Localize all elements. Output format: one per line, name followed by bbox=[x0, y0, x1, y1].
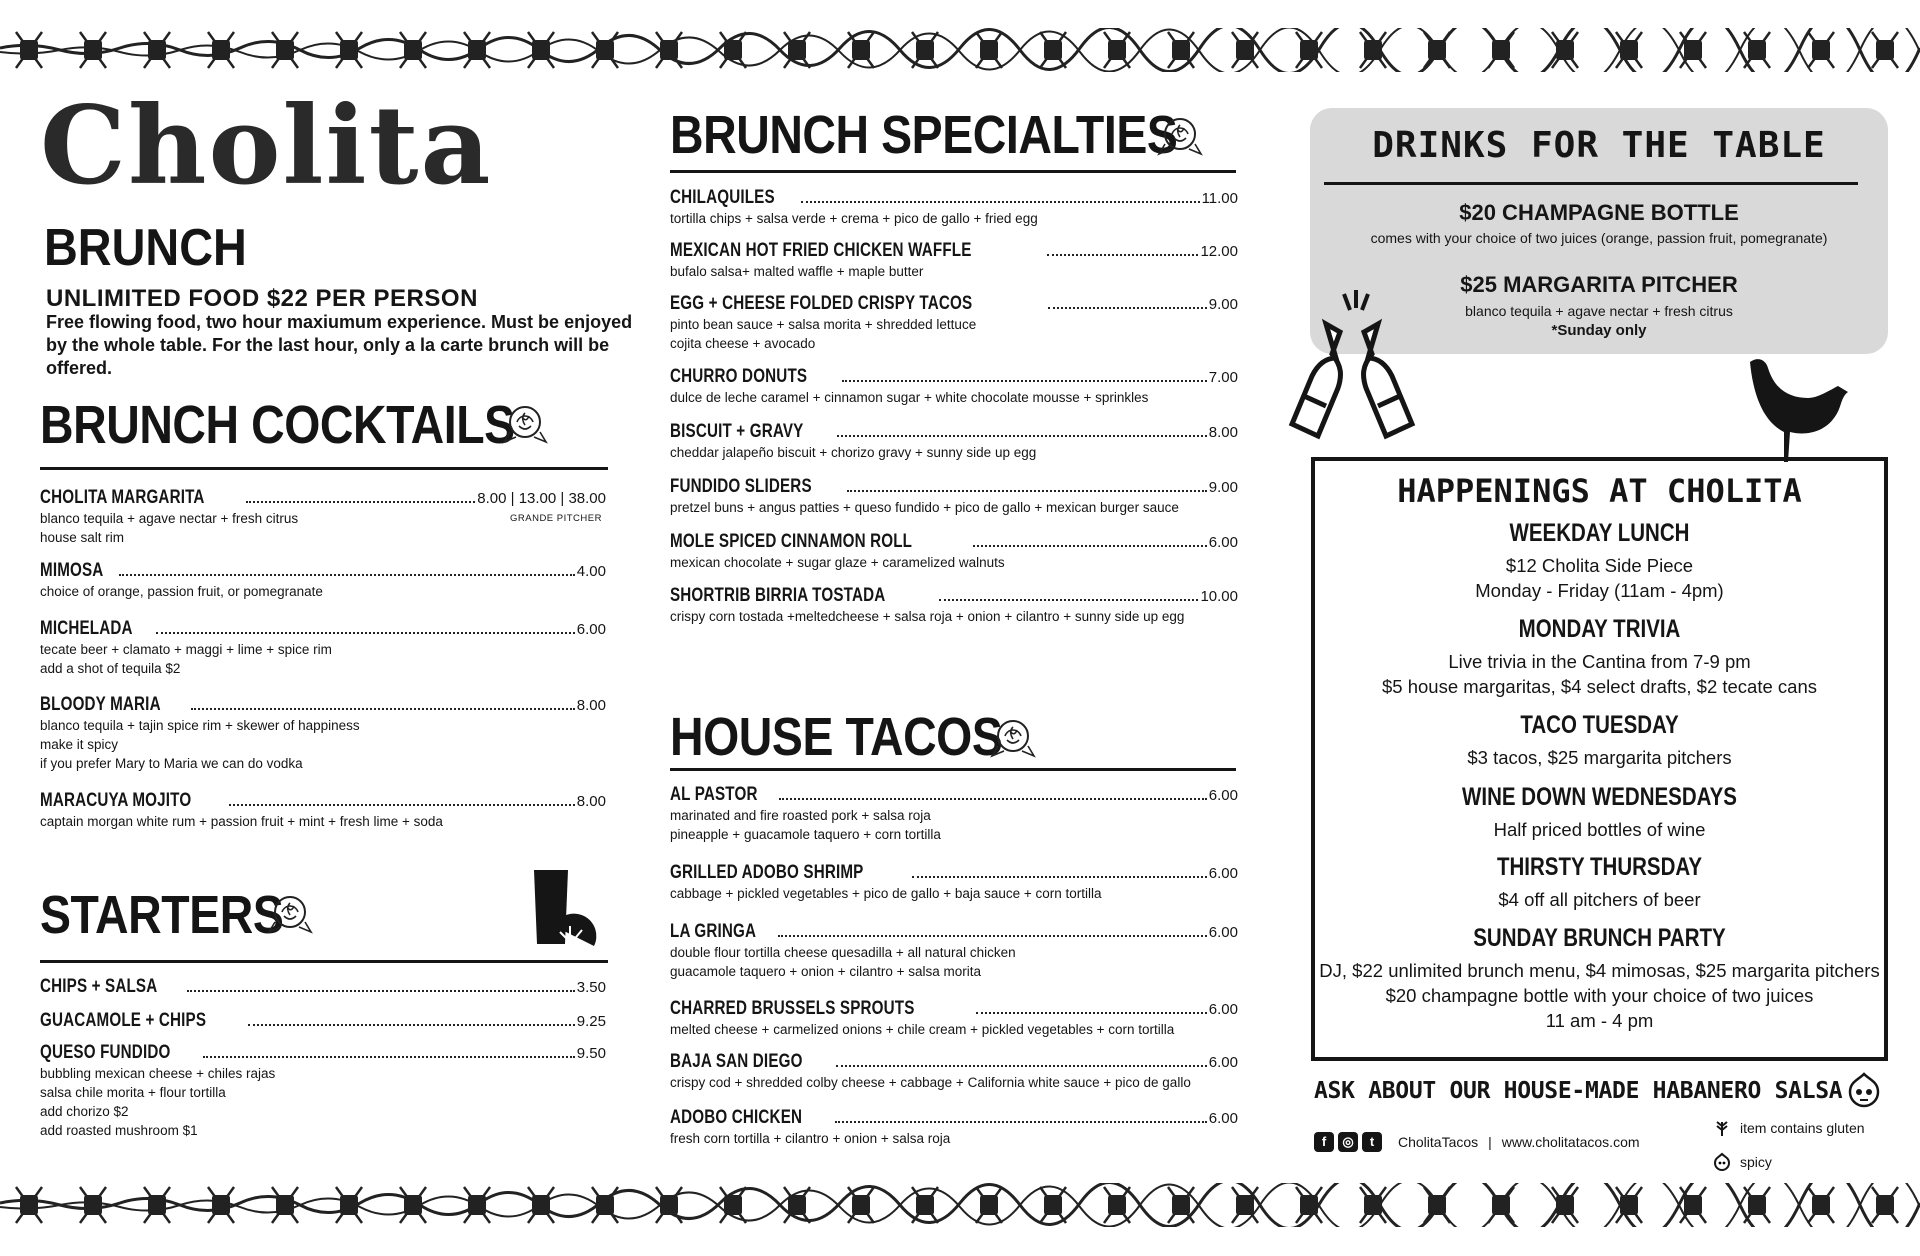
gluten-icon bbox=[1712, 1118, 1732, 1138]
menu-item-price: 11.00 bbox=[1201, 190, 1238, 207]
menu-item-description: fresh corn tortilla + cilantro + onion + salsa roja bbox=[670, 1131, 951, 1146]
happening-name: TACO TUESDAY bbox=[1520, 711, 1679, 739]
menu-item-description: cheddar jalapeño biscuit + chorizo gravy + sunny side up egg bbox=[670, 445, 1037, 460]
menu-item-description: blanco tequila + tajin spice rim + skewer of happiness bbox=[40, 718, 360, 733]
dot-leader bbox=[842, 380, 1207, 382]
margarita-pitcher-desc: blanco tequila + agave nectar + fresh citrus bbox=[1465, 303, 1733, 319]
drinks-title: DRINKS FOR THE TABLE bbox=[1372, 125, 1826, 166]
happening-detail: DJ, $22 unlimited brunch menu, $4 mimosas, $25 margarita pitchers bbox=[1319, 960, 1880, 981]
menu-item-price: 6.00 bbox=[1208, 534, 1238, 551]
menu-item-description: add roasted mushroom $1 bbox=[40, 1123, 198, 1138]
menu-item-price: 8.00 | 13.00 | 38.00 bbox=[477, 490, 606, 507]
menu-item-description: choice of orange, passion fruit, or pomegranate bbox=[40, 584, 323, 599]
menu-item-name: MIMOSA bbox=[40, 560, 104, 581]
happening-detail: 11 am - 4 pm bbox=[1545, 1010, 1654, 1031]
menu-item-description: melted cheese + carmelized onions + chile cream + pickled vegetables + corn tortilla bbox=[670, 1022, 1175, 1037]
dot-leader bbox=[973, 545, 1207, 547]
happening-detail: $4 off all pitchers of beer bbox=[1498, 889, 1701, 910]
menu-item-name: CHIPS + SALSA bbox=[40, 976, 158, 997]
menu-item-name: BAJA SAN DIEGO bbox=[670, 1051, 803, 1072]
menu-item-price: 8.00 bbox=[576, 793, 606, 810]
menu-item-description: bufalo salsa+ malted waffle + maple butter bbox=[670, 264, 924, 279]
size-labels: GRANDE PITCHER bbox=[510, 513, 602, 524]
menu-item-name: BISCUIT + GRAVY bbox=[670, 421, 804, 442]
menu-item-name: AL PASTOR bbox=[670, 784, 758, 805]
cocktails-title: BRUNCH COCKTAILS bbox=[40, 395, 515, 455]
instagram-icon[interactable]: ◎ bbox=[1338, 1132, 1358, 1152]
chicken-icon bbox=[1740, 352, 1852, 464]
happening-name: SUNDAY BRUNCH PARTY bbox=[1473, 924, 1726, 952]
menu-item-name: CHILAQUILES bbox=[670, 187, 775, 208]
menu-item-description: guacamole taquero + onion + cilantro + salsa morita bbox=[670, 964, 982, 979]
brunch-description: Free flowing food, two hour maxiumum experience. Must be enjoyed by the whole table. For the last hour, only a la carte brunch will be offered. bbox=[46, 312, 633, 378]
menu-item-description: if you prefer Mary to Maria we can do vodka bbox=[40, 756, 303, 771]
specialties-title: BRUNCH SPECIALTIES bbox=[670, 105, 1178, 165]
dot-leader bbox=[156, 632, 575, 634]
menu-item-price: 6.00 bbox=[1208, 924, 1238, 941]
menu-item-line bbox=[40, 1042, 606, 1064]
menu-item-price: 12.00 bbox=[1200, 243, 1238, 260]
menu-item-name: CHURRO DONUTS bbox=[670, 366, 808, 387]
legend-gluten-label: item contains gluten bbox=[1740, 1120, 1865, 1136]
menu-item-line bbox=[670, 1051, 1238, 1073]
rose-icon bbox=[500, 398, 550, 450]
legend-gluten bbox=[1712, 1118, 1865, 1138]
clinking-bottles-icon bbox=[1278, 284, 1428, 444]
menu-item bbox=[670, 585, 1238, 626]
happening-name: THIRSTY THURSDAY bbox=[1496, 853, 1703, 881]
menu-item-price: 6.00 bbox=[576, 621, 606, 638]
champagne-bottle-desc: comes with your choice of two juices (orange, passion fruit, pomegranate) bbox=[1370, 230, 1828, 246]
menu-item-price: 9.25 bbox=[576, 1013, 606, 1030]
facebook-icon[interactable]: f bbox=[1314, 1132, 1334, 1152]
margarita-pitcher-name: $25 MARGARITA PITCHER bbox=[1460, 272, 1738, 297]
menu-item-description: salsa chile morita + flour tortilla bbox=[40, 1085, 226, 1100]
sunday-only-note: *Sunday only bbox=[1551, 322, 1647, 339]
dot-leader bbox=[778, 935, 1207, 937]
menu-item-name: FUNDIDO SLIDERS bbox=[670, 476, 812, 497]
menu-item-description: house salt rim bbox=[40, 530, 125, 545]
drinks-rule bbox=[1324, 182, 1858, 185]
menu-item bbox=[40, 560, 606, 601]
cholita-logo: Cholita bbox=[40, 83, 493, 209]
happening-name: WEEKDAY LUNCH bbox=[1509, 519, 1690, 547]
tacos-rule bbox=[670, 768, 1236, 771]
dot-leader bbox=[836, 1065, 1207, 1067]
menu-item-line bbox=[40, 560, 606, 582]
menu-item-description: tecate beer + clamato + maggi + lime + spice rim bbox=[40, 642, 332, 657]
dot-leader bbox=[246, 501, 476, 503]
legend-spicy-label: spicy bbox=[1740, 1154, 1772, 1170]
dot-leader bbox=[187, 990, 575, 992]
menu-item bbox=[670, 476, 1238, 517]
rose-icon bbox=[265, 888, 315, 940]
dot-leader bbox=[191, 708, 575, 710]
rose-icon bbox=[988, 712, 1038, 764]
dot-leader bbox=[119, 574, 574, 576]
dot-leader bbox=[1048, 307, 1207, 309]
menu-item bbox=[670, 921, 1238, 981]
menu-item-name: CHARRED BRUSSELS SPROUTS bbox=[670, 998, 915, 1019]
menu-item-description: dulce de leche caramel + cinnamon sugar + white chocolate mousse + sprinkles bbox=[670, 390, 1149, 405]
menu-item-description: bubbling mexican cheese + chiles rajas bbox=[40, 1066, 276, 1081]
menu-item-price: 6.00 bbox=[1208, 787, 1238, 804]
starters-rule bbox=[40, 960, 608, 963]
menu-item bbox=[670, 531, 1238, 572]
menu-item-line bbox=[670, 366, 1238, 388]
menu-item-description: double flour tortilla cheese quesadilla + all natural chicken bbox=[670, 945, 1016, 960]
dot-leader bbox=[1047, 254, 1199, 256]
happening-detail: Monday - Friday (11am - 4pm) bbox=[1475, 580, 1724, 601]
skull-flame-icon bbox=[1846, 1072, 1882, 1110]
menu-item-description: pretzel buns + angus patties + queso fundido + pico de gallo + mexican burger sauce bbox=[670, 500, 1179, 515]
dot-leader bbox=[837, 435, 1207, 437]
legend-spicy bbox=[1712, 1152, 1772, 1172]
menu-item-line bbox=[670, 998, 1238, 1020]
dot-leader bbox=[835, 1121, 1207, 1123]
menu-item bbox=[670, 1051, 1238, 1092]
menu-item bbox=[670, 1107, 1238, 1148]
menu-item bbox=[670, 784, 1238, 844]
menu-item-description: add a shot of tequila $2 bbox=[40, 661, 181, 676]
menu-item bbox=[670, 421, 1238, 462]
website-link[interactable]: www.cholitatacos.com bbox=[1501, 1134, 1640, 1150]
unlimited-food-price: UNLIMITED FOOD $22 PER PERSON bbox=[46, 285, 478, 312]
menu-item-name: BLOODY MARIA bbox=[40, 694, 161, 715]
menu-item-description: cojita cheese + avocado bbox=[670, 336, 816, 351]
menu-item-description: mexican chocolate + sugar glaze + caramelized walnuts bbox=[670, 555, 1005, 570]
happening-name: WINE DOWN WEDNESDAYS bbox=[1462, 783, 1737, 811]
menu-item-name: CHOLITA MARGARITA bbox=[40, 487, 205, 508]
menu-item-description: tortilla chips + salsa verde + crema + pico de gallo + fried egg bbox=[670, 211, 1038, 226]
menu-item bbox=[40, 1042, 606, 1140]
menu-item bbox=[40, 1010, 606, 1032]
happening-detail: Live trivia in the Cantina from 7-9 pm bbox=[1448, 651, 1751, 672]
menu-item-price: 4.00 bbox=[576, 563, 606, 580]
menu-item-description: add chorizo $2 bbox=[40, 1104, 129, 1119]
dot-leader bbox=[847, 490, 1207, 492]
menu-item bbox=[40, 694, 606, 773]
menu-item-description: marinated and fire roasted pork + salsa roja bbox=[670, 808, 931, 823]
menu-item-line bbox=[670, 240, 1238, 262]
menu-item-price: 6.00 bbox=[1208, 1054, 1238, 1071]
spicy-icon bbox=[1712, 1152, 1732, 1172]
menu-item bbox=[670, 998, 1238, 1039]
tacos-title: HOUSE TACOS bbox=[670, 707, 1003, 767]
social-links bbox=[1314, 1132, 1640, 1152]
cocktails-rule bbox=[40, 467, 608, 470]
menu-item-description: cabbage + pickled vegetables + pico de gallo + baja sauce + corn tortilla bbox=[670, 886, 1102, 901]
menu-item-price: 8.00 bbox=[1208, 424, 1238, 441]
menu-item-description: pinto bean sauce + salsa morita + shredded lettuce bbox=[670, 317, 977, 332]
happening-name: MONDAY TRIVIA bbox=[1518, 615, 1681, 643]
specialties-rule bbox=[670, 170, 1236, 173]
menu-item-line bbox=[40, 618, 606, 640]
menu-item-name: GUACAMOLE + CHIPS bbox=[40, 1010, 207, 1031]
menu-item-price: 8.00 bbox=[576, 697, 606, 714]
dot-leader bbox=[203, 1056, 575, 1058]
drink-glass-icon bbox=[530, 866, 606, 952]
menu-item-line bbox=[670, 187, 1238, 209]
menu-item-line bbox=[40, 1010, 606, 1032]
footer-separator: | bbox=[1488, 1134, 1492, 1150]
menu-item bbox=[670, 240, 1238, 281]
menu-item-line bbox=[670, 784, 1238, 806]
menu-item-price: 6.00 bbox=[1208, 1001, 1238, 1018]
menu-item-name: EGG + CHEESE FOLDED CRISPY TACOS bbox=[670, 293, 973, 314]
dot-leader bbox=[976, 1012, 1207, 1014]
menu-item-name: MOLE SPICED CINNAMON ROLL bbox=[670, 531, 913, 552]
dot-leader bbox=[229, 804, 575, 806]
menu-item-line bbox=[670, 862, 1238, 884]
dot-leader bbox=[779, 798, 1206, 800]
happenings-title: HAPPENINGS AT CHOLITA bbox=[1397, 472, 1802, 510]
menu-item-price: 10.00 bbox=[1200, 588, 1238, 605]
menu-item-line bbox=[670, 1107, 1238, 1129]
happening-detail: $5 house margaritas, $4 select drafts, $2 tecate cans bbox=[1382, 676, 1817, 697]
menu-item-line bbox=[40, 694, 606, 716]
menu-item-description: crispy cod + shredded colby cheese + cabbage + California white sauce + pico de gallo bbox=[670, 1075, 1191, 1090]
menu-item-description: blanco tequila + agave nectar + fresh citrus bbox=[40, 511, 299, 526]
starters-title: STARTERS bbox=[40, 885, 284, 945]
menu-item bbox=[40, 618, 606, 678]
happening-detail: Half priced bottles of wine bbox=[1493, 819, 1706, 840]
menu-item-line bbox=[670, 585, 1238, 607]
menu-item-description: captain morgan white rum + passion fruit + mint + fresh lime + soda bbox=[40, 814, 443, 829]
menu-item-price: 6.00 bbox=[1208, 865, 1238, 882]
menu-item-name: LA GRINGA bbox=[670, 921, 757, 942]
barbed-wire-bottom bbox=[0, 1183, 1920, 1227]
menu-item-price: 6.00 bbox=[1208, 1110, 1238, 1127]
menu-item bbox=[670, 366, 1238, 407]
dot-leader bbox=[801, 201, 1200, 203]
menu-item-line bbox=[40, 487, 606, 509]
menu-item-name: GRILLED ADOBO SHRIMP bbox=[670, 862, 864, 883]
champagne-bottle-name: $20 CHAMPAGNE BOTTLE bbox=[1459, 200, 1739, 225]
menu-item-line bbox=[670, 476, 1238, 498]
menu-item-name: MICHELADA bbox=[40, 618, 133, 639]
menu-item-name: MARACUYA MOJITO bbox=[40, 790, 192, 811]
menu-item-description: pineapple + guacamole taquero + corn tortilla bbox=[670, 827, 941, 842]
menu-item-price: 9.50 bbox=[576, 1045, 606, 1062]
menu-item bbox=[40, 790, 606, 831]
dot-leader bbox=[248, 1024, 575, 1026]
habanero-salsa-callout: ASK ABOUT OUR HOUSE-MADE HABANERO SALSA bbox=[1314, 1078, 1843, 1104]
happening-detail: $12 Cholita Side Piece bbox=[1505, 555, 1694, 576]
menu-item-line bbox=[40, 976, 606, 998]
menu-item-description: make it spicy bbox=[40, 737, 119, 752]
brunch-title: BRUNCH bbox=[44, 219, 247, 277]
dot-leader bbox=[912, 876, 1207, 878]
menu-item-price: 3.50 bbox=[576, 979, 606, 996]
menu-item-line bbox=[670, 921, 1238, 943]
menu-item-description: crispy corn tostada +meltedcheese + salsa roja + onion + cilantro + sunny side up egg bbox=[670, 609, 1185, 624]
menu-item-name: ADOBO CHICKEN bbox=[670, 1107, 803, 1128]
menu-item-name: MEXICAN HOT FRIED CHICKEN WAFFLE bbox=[670, 240, 972, 261]
rose-icon bbox=[1155, 110, 1205, 162]
barbed-wire-top bbox=[0, 28, 1920, 72]
menu-item-price: 9.00 bbox=[1208, 296, 1238, 313]
menu-item-line bbox=[670, 421, 1238, 443]
menu-item-name: QUESO FUNDIDO bbox=[40, 1042, 171, 1063]
menu-item-price: 7.00 bbox=[1208, 369, 1238, 386]
happening-detail: $20 champagne bottle with your choice of two juices bbox=[1385, 985, 1814, 1006]
menu-item bbox=[670, 187, 1238, 228]
menu-item-line bbox=[670, 293, 1238, 315]
happening-detail: $3 tacos, $25 margarita pitchers bbox=[1467, 747, 1732, 768]
menu-item-line bbox=[670, 531, 1238, 553]
social-handle[interactable]: CholitaTacos bbox=[1398, 1134, 1479, 1150]
menu-item-price: 9.00 bbox=[1208, 479, 1238, 496]
menu-item bbox=[40, 976, 606, 998]
menu-item bbox=[670, 293, 1238, 353]
menu-item bbox=[670, 862, 1238, 903]
menu-item-line bbox=[40, 790, 606, 812]
twitter-icon[interactable]: t bbox=[1362, 1132, 1382, 1152]
dot-leader bbox=[939, 599, 1198, 601]
menu-item-name: SHORTRIB BIRRIA TOSTADA bbox=[670, 585, 886, 606]
